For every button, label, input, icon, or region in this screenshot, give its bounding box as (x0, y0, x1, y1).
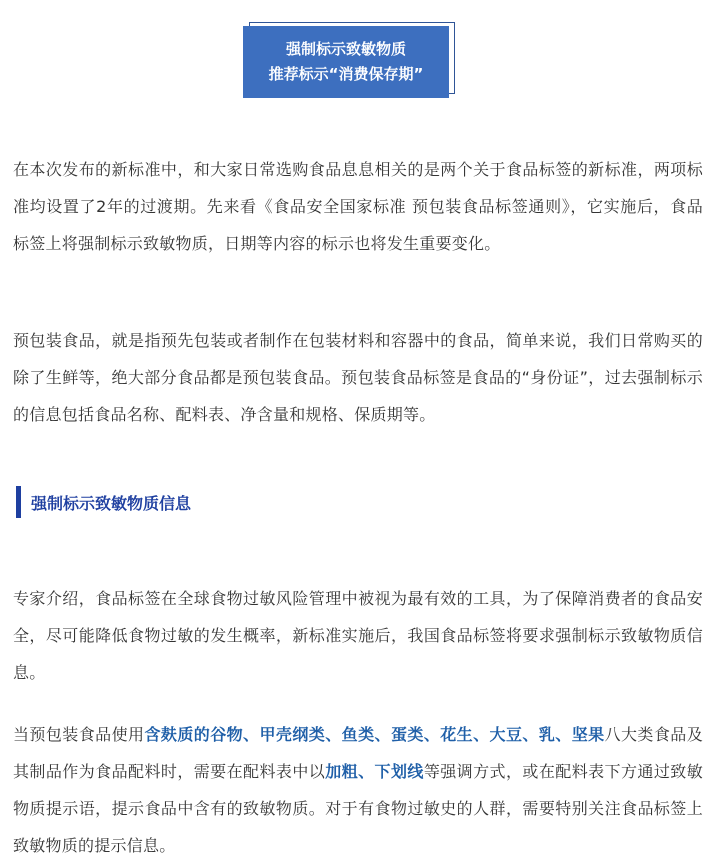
section-heading-bar (16, 486, 21, 518)
section-heading (16, 486, 191, 518)
title-line-1: 强制标示致敏物质 (285, 40, 406, 58)
paragraph-4-part-2: 八大类食品及其制品作为食品配料时，需要在配料表中以 (13, 725, 703, 781)
paragraph-2: 预包装食品，就是指预先包装或者制作在包装材料和容器中的食品，简单来说，我们日常购买的除了生鲜等，绝大部分食品都是预包装食品。预包装食品标签是食品的“身份证”，过去强制标示的信息包括食品名称、配料表、净含量和规格、保质期等。 (13, 331, 703, 424)
title-line-2: 推荐标示“消费保存期” (268, 65, 424, 83)
allergen-list-highlight: 含麸质的谷物、甲壳纲类、鱼类、蛋类、花生、大豆、乳、坚果 (144, 725, 605, 744)
paragraph-3: 专家介绍，食品标签在全球食物过敏风险管理中被视为最有效的工具，为了保障消费者的食品安全，尽可能降低食物过敏的发生概率，新标准实施后，我国食品标签将要求强制标示致敏物质信息。 (13, 589, 703, 682)
paragraph-4-part-3: 等强调方式，或在配料表下方通过致敏物质提示语，提示食品中含有的致敏物质。对于有食物过敏史的人群，需要特别关注食品标签上致敏物质的提示信息。 (13, 762, 703, 855)
title-banner-box (243, 26, 449, 98)
paragraph-1: 在本次发布的新标准中，和大家日常选购食品息息相关的是两个关于食品标签的新标准，两项标准均设置了2年的过渡期。先来看《食品安全国家标准 预包装食品标签通则》，它实施后，食品标签上将强制标示致敏物质，日期等内容的标示也将发生重要变化。 (13, 160, 703, 253)
paragraph-4-part-1: 当预包装食品使用 (13, 725, 145, 744)
emphasis-method-highlight: 加粗、下划线 (325, 762, 424, 781)
section-heading-text: 强制标示致敏物质信息 (31, 493, 192, 513)
paragraph-4 (13, 716, 703, 864)
title-banner (243, 22, 457, 100)
